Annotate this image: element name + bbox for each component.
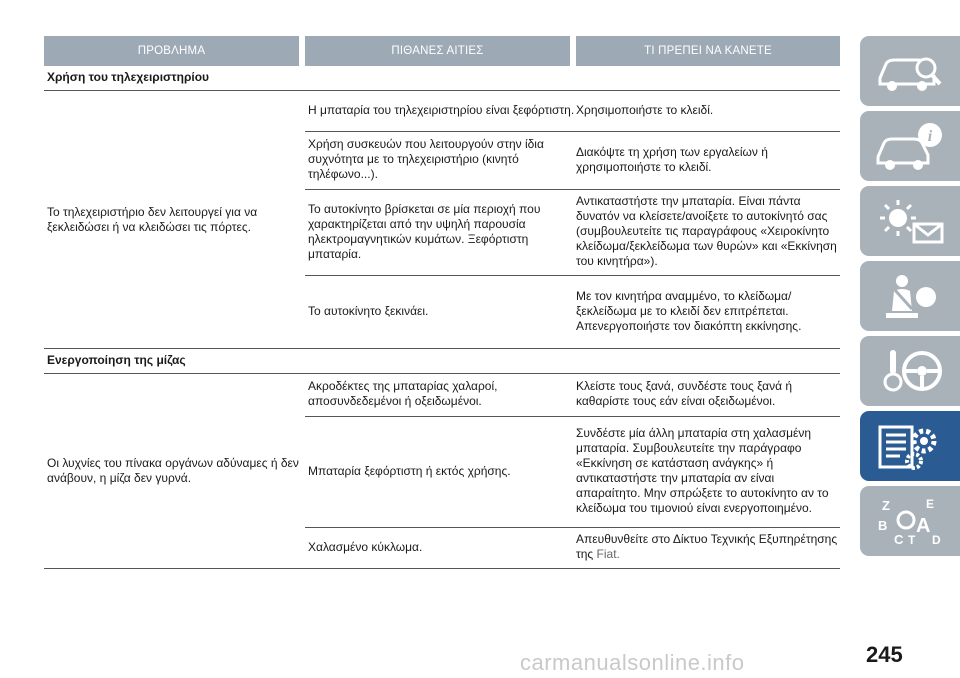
- index-letter: B: [878, 518, 888, 533]
- cause-cell: Χαλασμένο κύκλωμα.: [308, 539, 423, 554]
- tab-starting-driving[interactable]: [860, 336, 960, 406]
- tab-safety[interactable]: [860, 261, 960, 331]
- service-settings-icon: [872, 419, 948, 473]
- index-letter: E: [926, 497, 935, 511]
- tab-service-maintenance[interactable]: [860, 411, 960, 481]
- header-causes: ΠΙΘΑΝΕΣ ΑΙΤΙΕΣ: [305, 36, 570, 66]
- table-row: [305, 528, 840, 568]
- index-letter: Z: [882, 498, 890, 513]
- index-letter: C: [894, 532, 904, 547]
- table-row: [305, 276, 840, 348]
- remedy-cell: Χρησιμοποιήστε το κλειδί.: [576, 102, 714, 117]
- cause-cell: Η μπαταρία του τηλεχειριστηρίου είναι ξεφόρτιστη.: [308, 102, 575, 117]
- table-row: [305, 91, 840, 132]
- remedy-text: Απευθυνθείτε στο Δίκτυο Τεχνικής Εξυπηρέτησης της Fiat.: [576, 532, 838, 561]
- problem-cell: Οι λυχνίες του πίνακα οργάνων αδύναμες ή δεν ανάβουν, η μίζα δεν γυρνά.: [47, 456, 299, 485]
- steering-key-icon: [872, 344, 948, 398]
- section-title-remote: Χρήση του τηλεχειριστηρίου: [44, 66, 840, 91]
- problem-cell: Το τηλεχειριστήριο δεν λειτουργεί για να ξεκλειδώσει ή να κλειδώσει τις πόρτες.: [47, 204, 258, 234]
- section-group-starter: [44, 374, 840, 569]
- car-search-icon: [872, 44, 948, 98]
- section-title-starter: Ενεργοποίηση της μίζας: [44, 349, 840, 374]
- cause-cell: Μπαταρία ξεφόρτιστη ή εκτός χρήσης.: [308, 463, 511, 478]
- remedy-cell: Διακόψτε τη χρήση των εργαλείων ή χρησιμοποιήστε το κλειδί.: [576, 144, 768, 174]
- index-letter: D: [932, 533, 941, 547]
- table-row: [305, 190, 840, 276]
- tab-alphabetical-index[interactable]: [860, 486, 960, 556]
- index-letter: A: [916, 515, 931, 537]
- table-row: [305, 132, 840, 190]
- troubleshooting-table: [44, 36, 840, 569]
- section-group-remote: [44, 91, 840, 349]
- table-header: [44, 36, 840, 66]
- cause-rows: [305, 374, 840, 568]
- cause-cell: Το αυτοκίνητο βρίσκεται σε μία περιοχή που χαρακτηρίζεται από την υψηλή παρουσία ηλεκτρομαγνητικών κυμάτων. Ξεφόρτιστη μπαταρία.: [308, 201, 541, 261]
- warning-lights-mail-icon: [872, 194, 948, 248]
- cause-cell: Χρήση συσκευών που λειτουργούν στην ίδια συχνότητα με το τηλεχειριστήριο (κινητό τηλέφωνο...).: [308, 137, 544, 181]
- svg-text:i: i: [927, 128, 933, 145]
- remedy-cell: Κλείστε τους ξανά, συνδέστε τους ξανά ή καθαρίστε τους εάν είναι οξειδωμένοι.: [576, 379, 793, 408]
- cause-cell: Ακροδέκτες της μπαταρίας χαλαροί, αποσυνδεδεμένοι ή οξειδωμένοι.: [308, 379, 498, 408]
- car-info-icon: [872, 119, 948, 173]
- tab-instrument-panel[interactable]: [860, 111, 960, 181]
- chapter-tabs: [852, 36, 960, 561]
- cause-cell: Το αυτοκίνητο ξεκινάει.: [308, 303, 429, 318]
- alphabet-index-icon: [872, 494, 948, 548]
- brand-name: Fiat.: [596, 547, 620, 561]
- seatbelt-airbag-icon: [872, 269, 948, 323]
- tab-safety-lights[interactable]: [860, 186, 960, 256]
- remedy-cell: Με τον κινητήρα αναμμένο, το κλείδωμα/ξεκλείδωμα με το κλειδί δεν επιτρέπεται. Απενεργοποιήστε τον διακόπτη εκκίνησης.: [576, 288, 802, 333]
- table-row: [305, 417, 840, 528]
- page-number: 245: [866, 642, 903, 667]
- remedy-cell: Αντικαταστήστε την μπαταρία. Είναι πάντα δυνατόν να κλείσετε/ανοίξετε το αυτοκίνητό σας (συμβουλευτείτε τις παραγράφους «Χειροκίνητο κλείδωμα/ξεκλείδωμα των θυρών» και «Εκκίνηση του κινητήρα»).: [576, 194, 837, 268]
- header-remedy: ΤΙ ΠΡΕΠΕΙ ΝΑ ΚΑΝΕΤΕ: [576, 36, 840, 66]
- remedy-cell: [576, 528, 840, 568]
- watermark: carmanualsonline.info: [520, 650, 745, 675]
- tab-knowing-your-car[interactable]: [860, 36, 960, 106]
- cause-rows: [305, 91, 840, 348]
- index-letter: T: [908, 533, 916, 547]
- header-problem: ΠΡΟΒΛΗΜΑ: [44, 36, 299, 66]
- remedy-cell: Συνδέστε μία άλλη μπαταρία στη χαλασμένη μπαταρία. Συμβουλευτείτε την παράγραφο «Εκκίνηση σε κατάσταση ανάγκης» ή αντικαταστήστε την μπαταρία αν είναι απαραίτητο. Μην σπρώξετε το αυτοκίνητο αν το κλείδωμα του τιμονιού είναι ενεργοποιημένο.: [576, 426, 829, 515]
- table-row: [305, 374, 840, 417]
